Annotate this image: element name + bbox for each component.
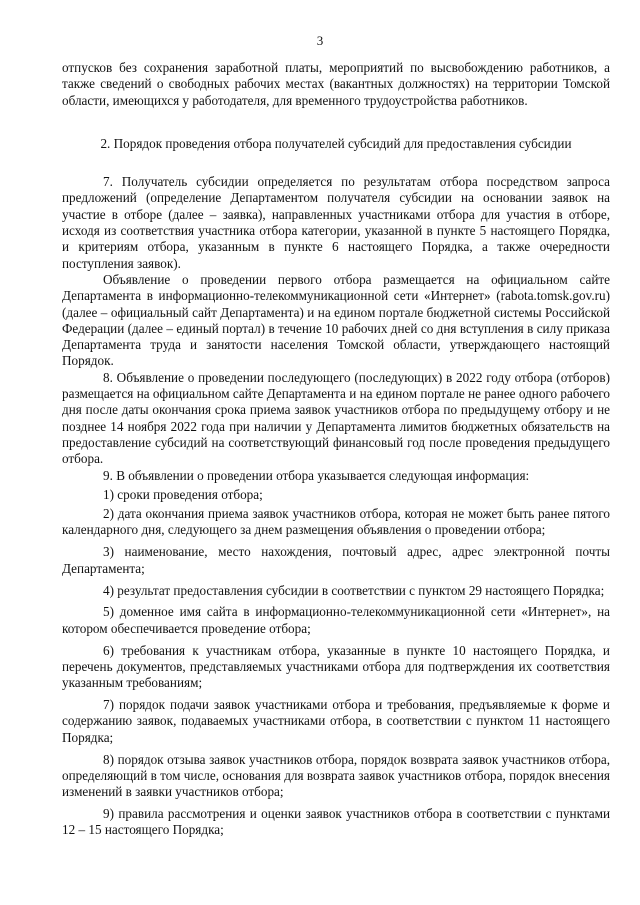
continuation-paragraph: отпусков без сохранения заработной платы, мероприятий по высвобождению работников, а также сведений о свободных рабочих местах (вакантных должностях) на территории Томской области, имеющихся у работодателя, для временного трудоустройства работников. — [62, 60, 610, 108]
list-item: 8) порядок отзыва заявок участников отбора, порядок возврата заявок участников отбора, определяющий в том числе, основания для возврата заявок участников отбора, порядок внесения изменений в заявки участников отбора; — [62, 751, 610, 800]
paragraph-announcement: Объявление о проведении первого отбора размещается на официальном сайте Департамента в информационно-телекоммуникационной сети «Интернет» (rabota.tomsk.gov.ru) (далее – официальный сайт Департамента) и на едином портале бюджетной системы Российской Федерации (далее – единый портал) в течение 10 рабочих дней со дня вступления в силу приказа Департамента труда и занятости населения Томской области, утверждающего настоящий Порядок. — [62, 271, 610, 369]
paragraph-7: 7. Получатель субсидии определяется по результатам отбора посредством запроса предложений (определение Департаментом получателя субсидии на основании заявок на участие в отборе (далее – заявка), направленных участниками отбора для участия в отборе, исходя из соответствия участника отбора категории, указанной в пункте 5 настоящего Порядка, и критериям отбора, указанным в пункте 6 настоящего Порядка, а также очередности поступления заявок). — [62, 174, 610, 271]
list-item: 9) правила рассмотрения и оценки заявок участников отбора в соответствии с пунктами 12 – 15 настоящего Порядка; — [62, 806, 610, 838]
document-body — [62, 60, 610, 839]
list-item: 2) дата окончания приема заявок участников отбора, которая не может быть ранее пятого календарного дня, следующего за днем размещения объявления о проведении отбора; — [62, 506, 610, 538]
list-item: 7) порядок подачи заявок участниками отбора и требования, предъявляемые к форме и содержанию заявок, подаваемых участниками отбора, в соответствии с пунктом 11 настоящего Порядка; — [62, 697, 610, 745]
paragraph-9: 9. В объявлении о проведении отбора указывается следующая информация: — [103, 467, 530, 483]
paragraph-8: 8. Объявление о проведении последующего (последующих) в 2022 году отбора (отборов) размещается на официальном сайте Департамента и на едином портале не ранее одного рабочего дня после даты окончания срока приема заявок участников отбора по предыдущему отбору и не позднее 14 ноября 2022 года при наличии у Департамента лимитов бюджетных обязательств на предоставление субсидий на соответствующий финансовый год после проведения предыдущего отбора. — [62, 369, 610, 467]
list-item: 1) сроки проведения отбора; — [103, 486, 263, 502]
list-item: 4) результат предоставления субсидии в соответствии с пунктом 29 настоящего Порядка; — [103, 582, 605, 598]
list-item: 5) доменное имя сайта в информационно-телекоммуникационной сети «Интернет», на котором обеспечивается проведение отбора; — [62, 604, 610, 636]
page-number: 3 — [316, 33, 324, 48]
list-item: 3) наименование, место нахождения, почтовый адрес, адрес электронной почты Департамента; — [62, 544, 610, 576]
list-item: 6) требования к участникам отбора, указанные в пункте 10 настоящего Порядка, и перечень документов, представляемых участниками отбора для подтверждения их соответствия указанным требованиям; — [62, 642, 610, 691]
section-heading: 2. Порядок проведения отбора получателей субсидий для предоставления субсидии — [100, 135, 572, 151]
